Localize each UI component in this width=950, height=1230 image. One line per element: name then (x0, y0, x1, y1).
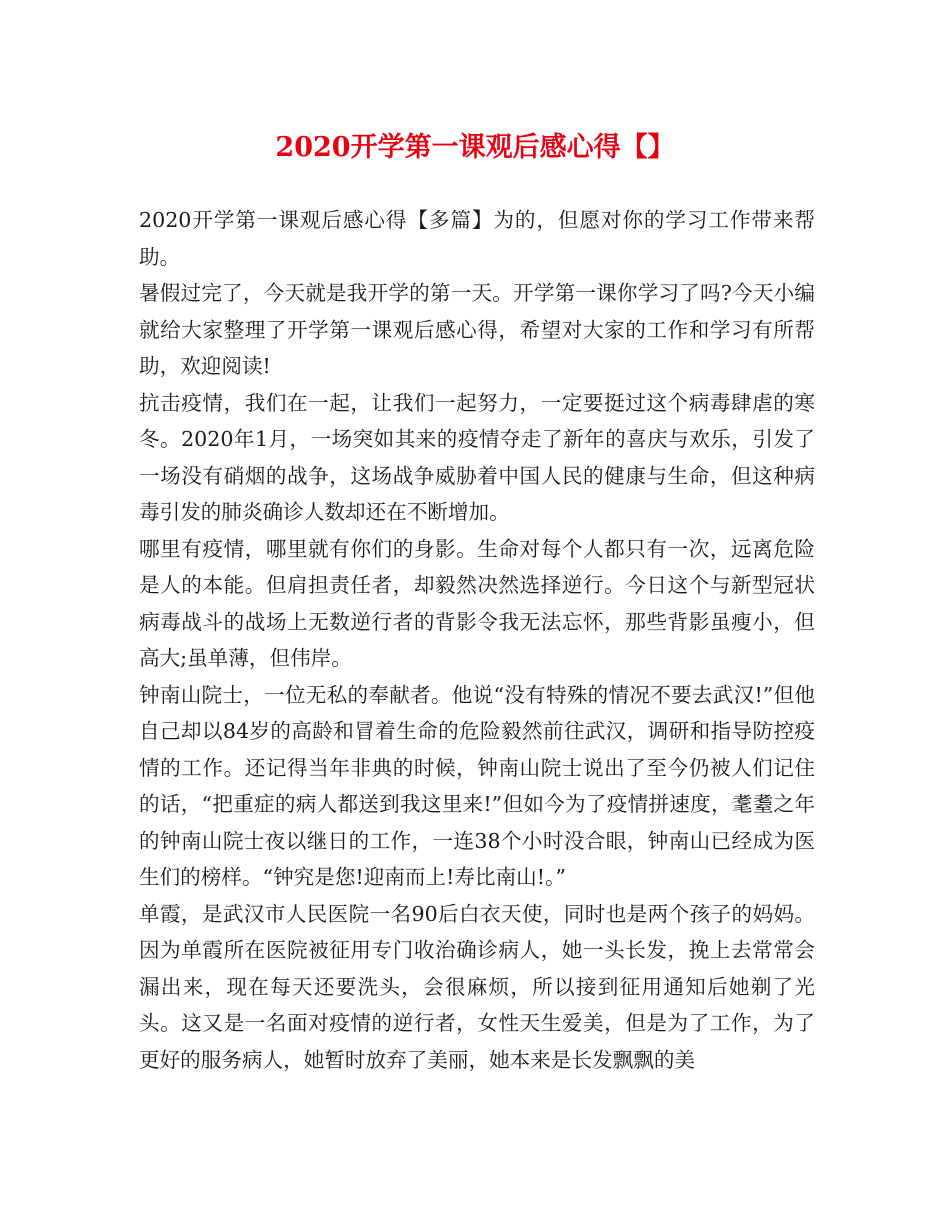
paragraph-zhong-nanshan: 钟南山院士，一位无私的奉献者。他说“没有特殊的情况不要去武汉!”但他自己却以84岁的高龄和冒着生命的危险毅然前往武汉，调研和指导防控疫情的工作。还记得当年非典的时候，钟南山院士说出了至今仍被人们记住的话，“把重症的病人都送到我这里来!”但如今为了疫情拼速度，耄耋之年的钟南山院士夜以继日的工作，一连38个小时没合眼，钟南山已经成为医生们的榜样。“钟究是您!迎南而上!寿比南山!。” (139, 682, 815, 889)
paragraph-summer: 暑假过完了，今天就是我开学的第一天。开学第一课你学习了吗?今天小编就给大家整理了开学第一课观后感心得，希望对大家的工作和学习有所帮助，欢迎阅读! (139, 281, 815, 378)
paragraph-retrograde: 哪里有疫情，哪里就有你们的身影。生命对每个人都只有一次，远离危险是人的本能。但肩担责任者，却毅然决然选择逆行。今日这个与新型冠状病毒战斗的战场上无数逆行者的背影令我无法忘怀，那些背影虽瘦小，但高大;虽单薄，但伟岸。 (139, 536, 815, 670)
paragraph-epidemic: 抗击疫情，我们在一起，让我们一起努力，一定要挺过这个病毒肆虐的寒冬。2020年1月，一场突如其来的疫情夺走了新年的喜庆与欢乐，引发了一场没有硝烟的战争，这场战争威胁着中国人民的健康与生命，但这种病毒引发的肺炎确诊人数却还在不断增加。 (139, 390, 815, 524)
paragraph-intro: 2020开学第一课观后感心得【多篇】为的，但愿对你的学习工作带来帮助。 (139, 208, 815, 269)
page-title: 2020开学第一课观后感心得【】 (275, 132, 675, 163)
document-body (139, 202, 815, 1078)
paragraph-shan-xia: 单霞，是武汉市人民医院一名90后白衣天使，同时也是两个孩子的妈妈。因为单霞所在医院被征用专门收治确诊病人，她一头长发，挽上去常常会漏出来，现在每天还要洗头，会很麻烦，所以接到征用通知后她剃了光头。这又是一名面对疫情的逆行者，女性天生爱美，但是为了工作，为了更好的服务病人，她暂时放弃了美丽，她本来是长发飘飘的美 (139, 901, 815, 1072)
